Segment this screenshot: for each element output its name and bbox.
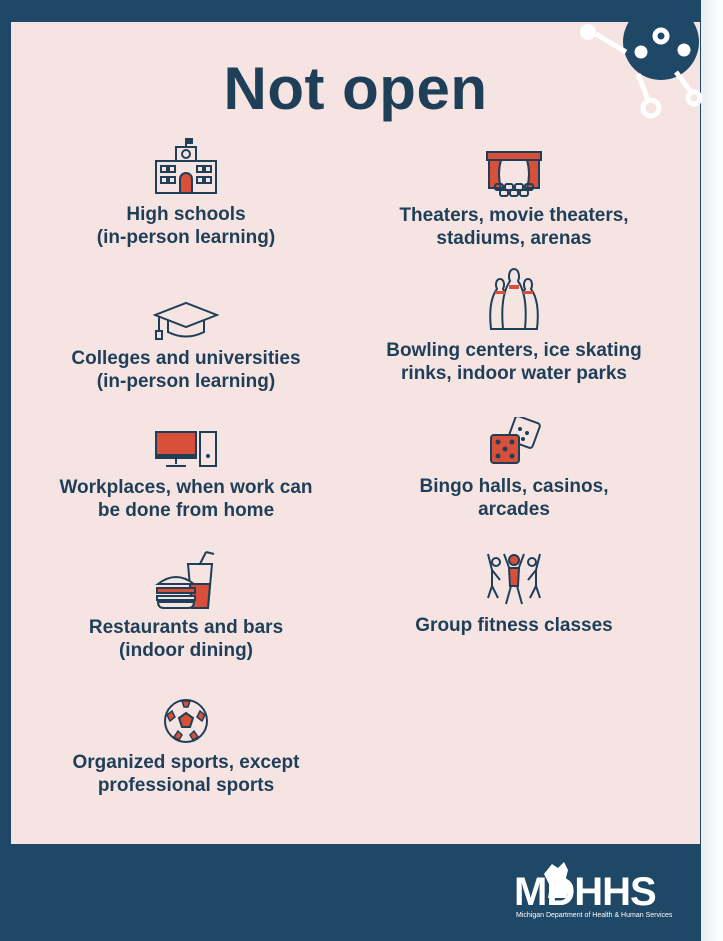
page-edge (701, 0, 723, 941)
item-workplaces (31, 430, 341, 522)
item-label: Colleges and universities (in-person learning) (71, 348, 301, 392)
item-label: Theaters, movie theaters, stadiums, arenas (399, 205, 629, 249)
page-title: Not open (223, 55, 488, 122)
item-label: Bingo halls, casinos, arcades (419, 476, 609, 520)
item-theaters (359, 150, 669, 250)
desktop-computer-icon (154, 430, 218, 470)
graduation-cap-icon (153, 299, 219, 341)
item-group-fitness (359, 550, 669, 637)
burger-drink-icon (154, 550, 218, 610)
poster-panel (11, 22, 700, 844)
theater-stage-icon (485, 150, 543, 198)
bowling-pins-icon (486, 267, 542, 333)
item-label: Group fitness classes (415, 615, 613, 636)
item-label: Workplaces, when work can be done from home (59, 477, 313, 521)
mdhhs-logo (514, 860, 679, 926)
dice-icon (487, 417, 541, 469)
item-label: Restaurants and bars (indoor dining) (88, 617, 284, 661)
item-bingo (359, 417, 669, 521)
logo-wordmark: MDHHS (514, 870, 656, 914)
item-label: Organized sports, except professional sports (72, 752, 300, 796)
soccer-ball-icon (162, 697, 210, 745)
school-building-icon (153, 137, 219, 197)
item-colleges (31, 299, 341, 393)
logo-subtitle: Michigan Department of Health & Human Services (516, 912, 673, 919)
item-bowling (359, 267, 669, 385)
item-organized-sports (31, 697, 341, 797)
group-fitness-icon (484, 550, 544, 608)
item-restaurants (31, 550, 341, 662)
item-label: High schools (in-person learning) (96, 204, 276, 248)
item-high-schools (31, 137, 341, 249)
item-label: Bowling centers, ice skating rinks, indoor water parks (386, 340, 642, 384)
